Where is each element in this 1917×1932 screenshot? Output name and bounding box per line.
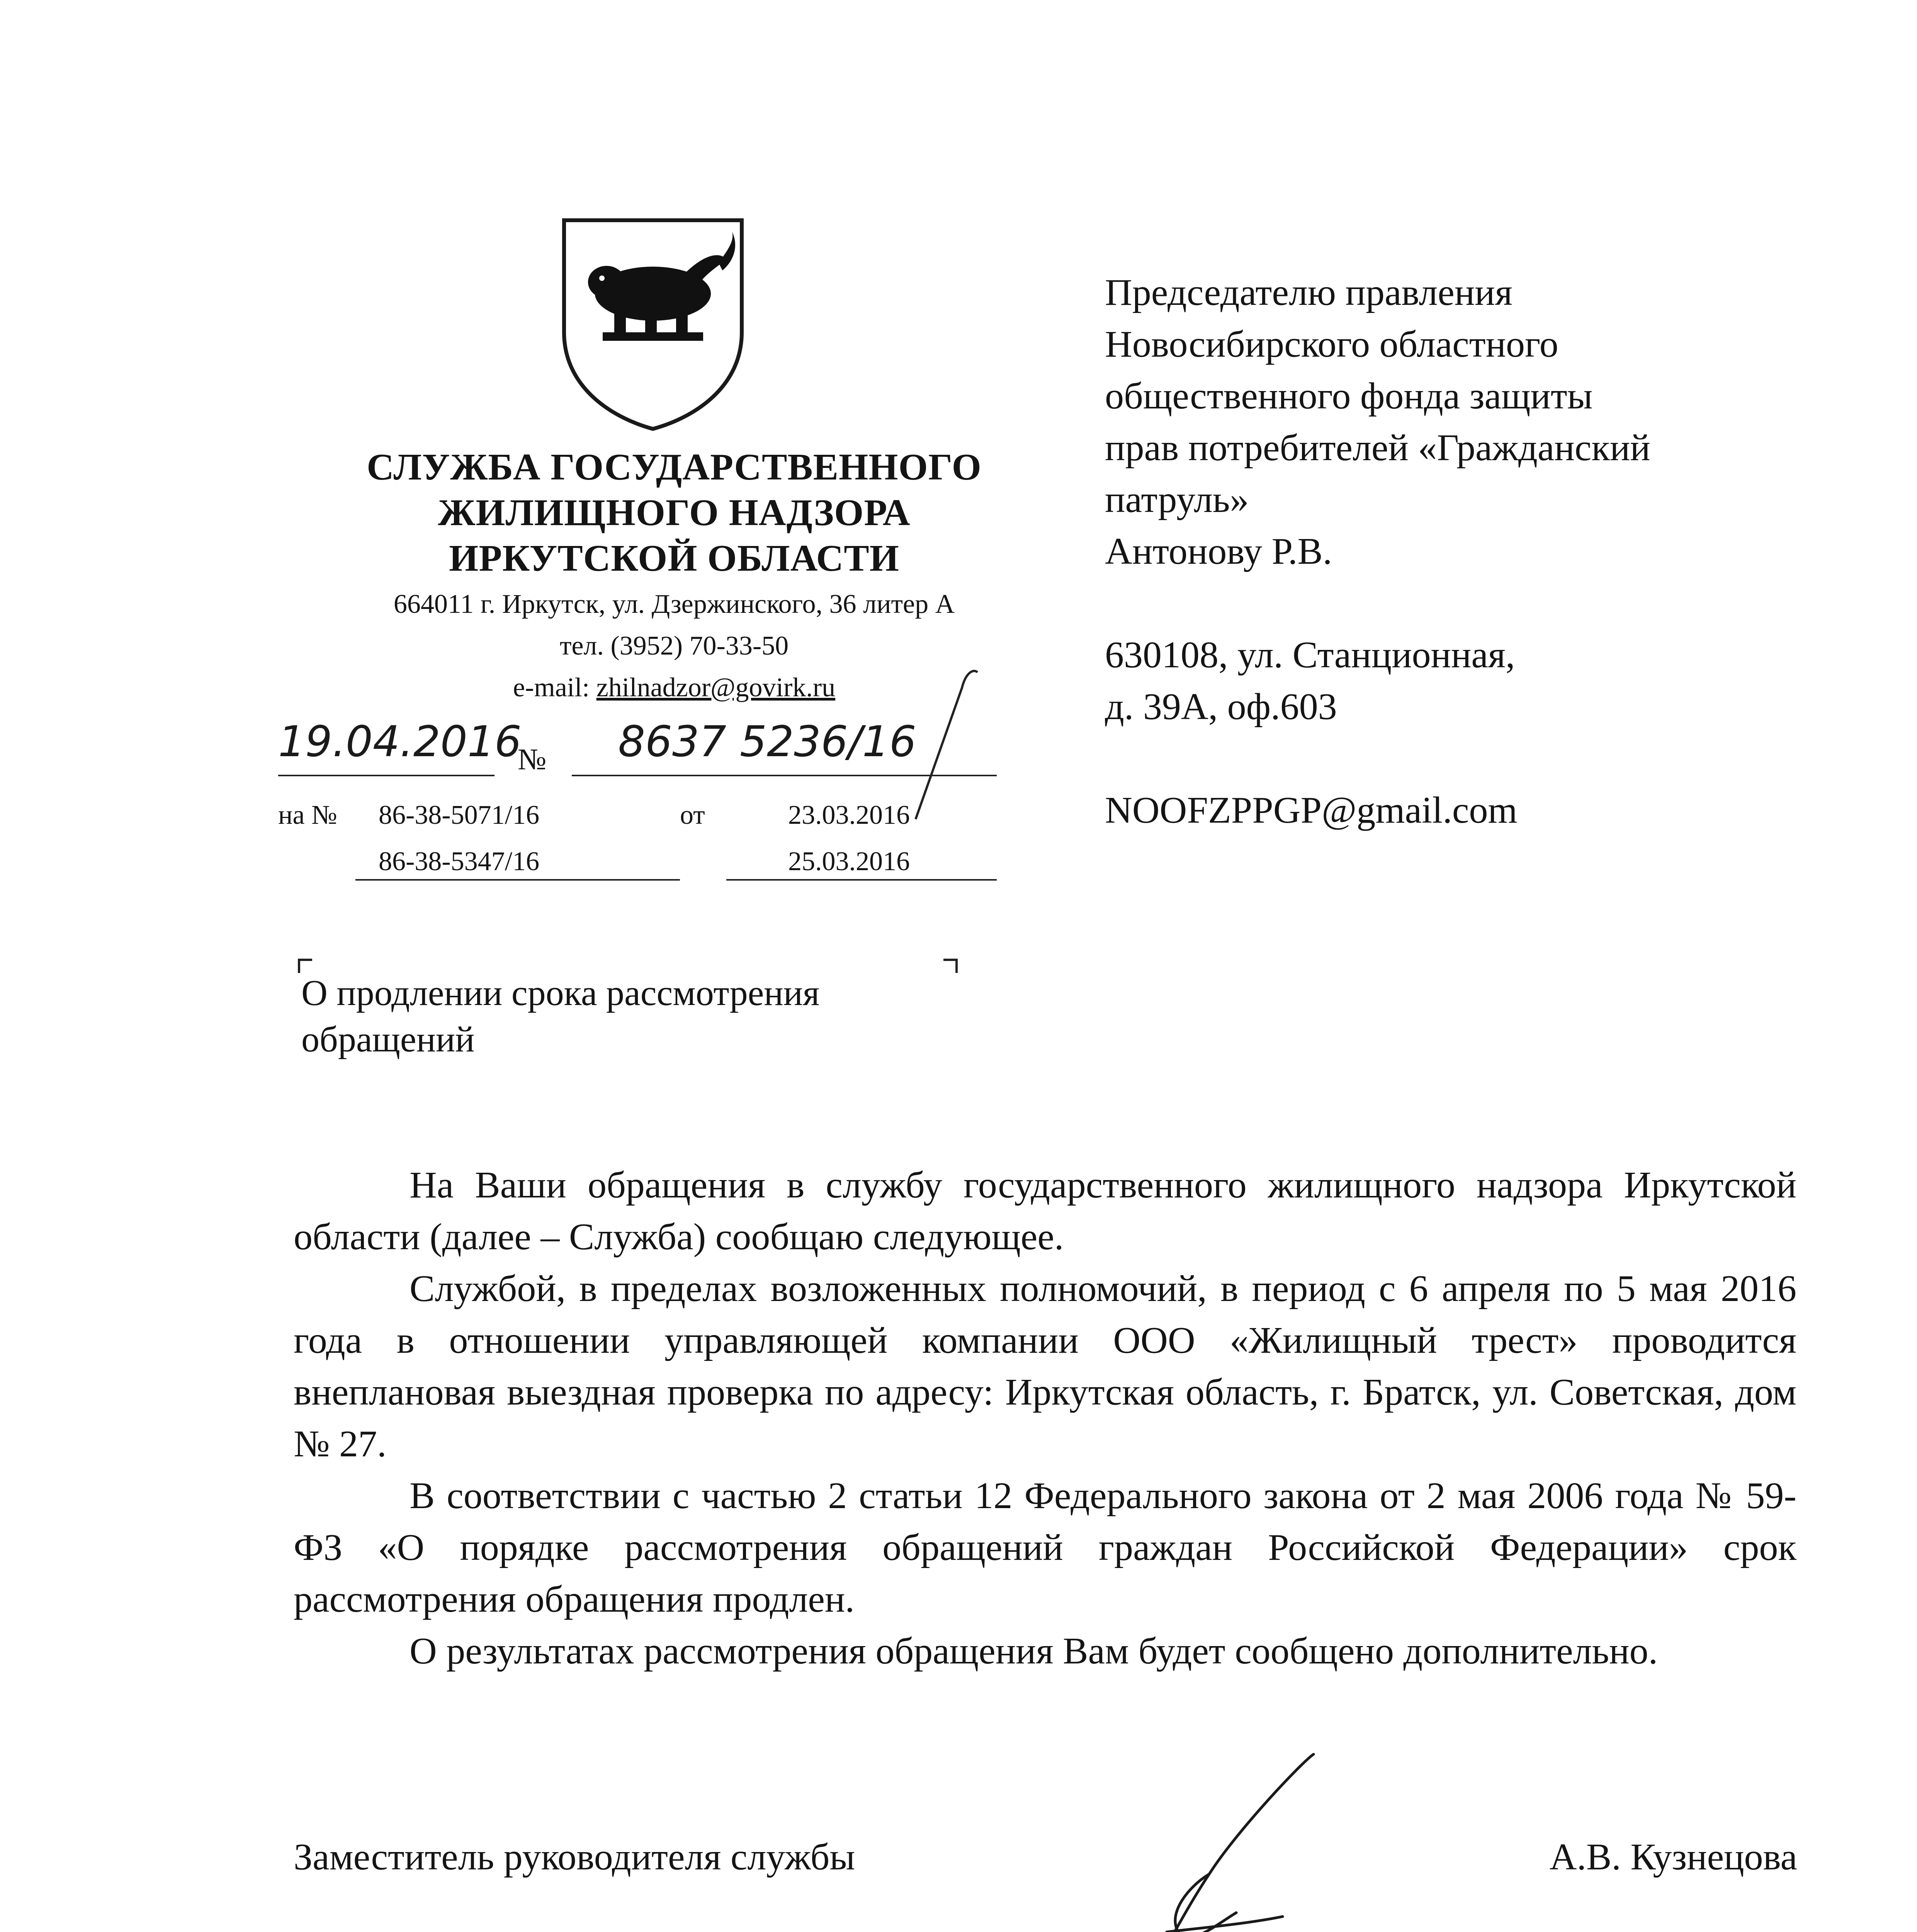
subject-line: обращений — [301, 1019, 475, 1060]
addressee-line: Антонову Р.В. — [1105, 531, 1332, 572]
sender-address: 664011 г. Иркутск, ул. Дзержинского, 36 литер А — [393, 589, 955, 619]
handwritten-signature-icon — [1120, 1747, 1337, 1932]
addressee-line: Новосибирского областного — [1105, 323, 1558, 365]
body-paragraph: О результатах рассмотрения обращения Вам будет сообщено дополнительно. — [410, 1630, 1658, 1672]
org-name-line: СЛУЖБА ГОСУДАРСТВЕННОГО — [367, 446, 982, 488]
reply-prefix: на № — [278, 800, 337, 830]
reply-ref-number: 86-38-5071/16 — [379, 800, 540, 830]
body-paragraph: Службой, в пределах возложенных полномочий, в период с 6 апреля по 5 мая 2016 года в отношении управляющей компании ООО «Жилищный трест» проводится внеплановая выездная проверка по адресу: Иркутская область, г. Братск, ул. Советская, дом № 27. — [294, 1268, 1796, 1465]
org-name-line: ИРКУТСКОЙ ОБЛАСТИ — [449, 537, 899, 579]
registration-date-line — [278, 775, 495, 776]
registration-number-symbol: № — [518, 742, 547, 776]
sender-email-link[interactable]: zhilnadzor@govirk.ru — [596, 673, 836, 702]
sender-email-label: e-mail: — [513, 673, 590, 702]
addressee-line: патруль» — [1105, 479, 1249, 520]
sender-phone: тел. (3952) 70-33-50 — [559, 631, 789, 661]
reply-from-label: от — [680, 800, 705, 830]
body-paragraph: В соответствии с частью 2 статьи 12 Федерального закона от 2 мая 2006 года № 59-ФЗ «О порядке рассмотрения обращений граждан Российской Федерации» срок рассмотрения обращения продлен. — [294, 1475, 1796, 1620]
reply-ref-date: 23.03.2016 — [788, 800, 910, 830]
stamp-slash-mark — [900, 665, 985, 827]
registration-date: 19.04.2016 — [278, 717, 522, 766]
reply-ref-line — [355, 879, 680, 881]
irkutsk-coat-of-arms-icon — [556, 216, 749, 433]
registration-number: 8637 5236/16 — [618, 717, 916, 766]
reply-ref-number: 86-38-5347/16 — [379, 847, 540, 876]
addressee-address-line: 630108, ул. Станционная, — [1105, 634, 1515, 676]
sender-org-name — [301, 444, 1047, 581]
addressee-address-line: д. 39А, оф.603 — [1105, 686, 1337, 728]
letter-body — [294, 1159, 1796, 1677]
signatory-title: Заместитель руководителя службы — [294, 1836, 855, 1878]
addressee-line: прав потребителей «Гражданский — [1105, 427, 1650, 469]
signatory-name: А.В. Кузнецова — [1549, 1836, 1797, 1878]
subject-line: О продлении срока рассмотрения — [301, 973, 820, 1013]
body-paragraph: На Ваши обращения в службу государственного жилищного надзора Иркутской области (далее – Служба) сообщаю следующее. — [294, 1164, 1796, 1258]
addressee-line: общественного фонда защиты — [1105, 375, 1593, 417]
reply-ref-line — [726, 879, 997, 881]
addressee-line: Председателю правления — [1105, 272, 1513, 313]
reply-ref-date: 25.03.2016 — [788, 847, 910, 876]
org-name-line: ЖИЛИЩНОГО НАДЗОРА — [438, 492, 911, 534]
letter-subject — [301, 970, 997, 1063]
addressee-block — [1105, 267, 1839, 836]
addressee-email[interactable]: NOOFZPPGP@gmail.com — [1105, 789, 1518, 831]
